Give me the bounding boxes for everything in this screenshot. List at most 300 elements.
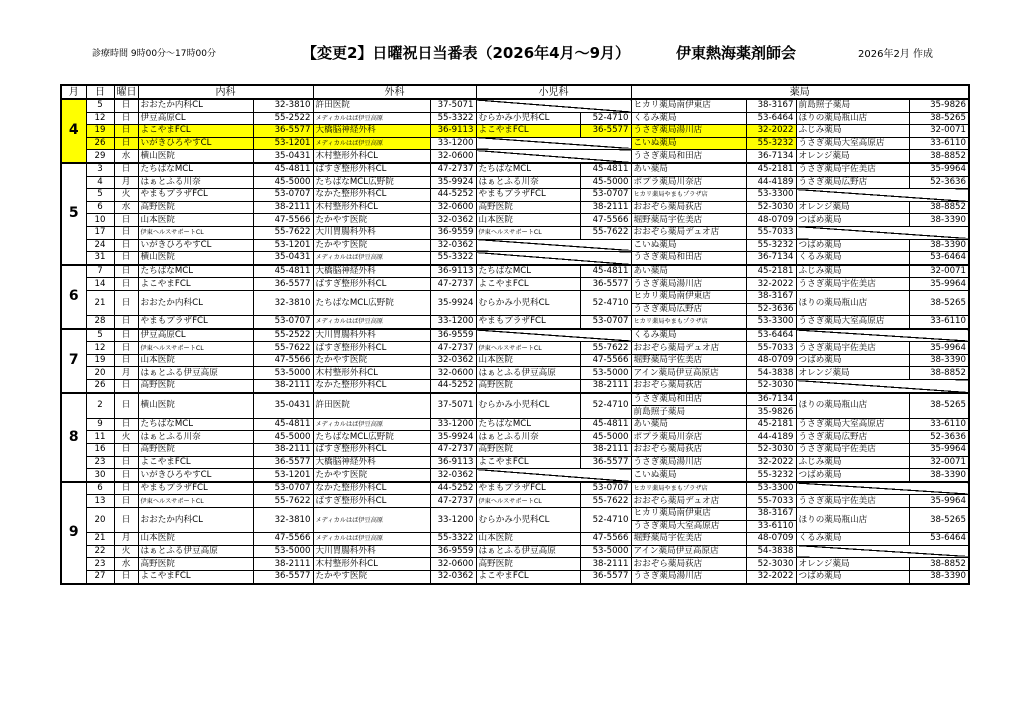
pharmacy-name: おおぞら薬局デュオ店 xyxy=(631,495,746,508)
internal-clinic: たちばなMCL xyxy=(138,418,253,431)
internal-phone: 45-5000 xyxy=(253,176,313,189)
pharmacy-name: ふじみ薬局 xyxy=(796,125,909,138)
external-clinic: メディカルはば伊豆高原 xyxy=(313,533,430,546)
day-cell: 9 xyxy=(86,418,114,431)
pharmacy-name: オレンジ薬局 xyxy=(796,558,909,571)
day-cell: 22 xyxy=(86,545,114,558)
table-row xyxy=(61,265,969,278)
internal-clinic: よこやまFCL xyxy=(138,125,253,138)
weekday-cell: 日 xyxy=(114,137,138,150)
pharmacy-name: うさぎ薬局大室高原店 xyxy=(796,418,909,431)
internal-clinic: 横山医院 xyxy=(138,252,253,265)
pharmacy-empty xyxy=(796,189,969,202)
pharmacy-phone: 32-2022 xyxy=(746,456,796,469)
internal-clinic: はぁとふる川奈 xyxy=(138,431,253,444)
external-phone: 55-3322 xyxy=(430,252,476,265)
internal-clinic: 高野医院 xyxy=(138,444,253,457)
pharmacy-empty xyxy=(796,380,969,393)
internal-clinic: 横山医院 xyxy=(138,150,253,163)
table-row xyxy=(61,201,969,214)
pharmacy-name: うさぎ薬局大室高原店 xyxy=(796,137,909,150)
pediatric-phone: 53-0707 xyxy=(580,482,631,495)
pharmacy-empty xyxy=(796,545,969,558)
table-row xyxy=(61,380,969,393)
table-row xyxy=(61,189,969,202)
table-row xyxy=(61,482,969,495)
pharmacy-phone: 55-3232 xyxy=(746,239,796,252)
day-cell: 12 xyxy=(86,342,114,355)
pharmacy-name: うさぎ薬局広野店 xyxy=(796,431,909,444)
external-clinic: 木村整形外科CL xyxy=(313,150,430,163)
day-cell: 5 xyxy=(86,329,114,342)
external-clinic: 大橋脳神経外科 xyxy=(313,125,430,138)
pediatric-clinic: 伊東ヘルスサポートCL xyxy=(476,226,580,239)
external-phone: 47-2737 xyxy=(430,278,476,291)
pediatric-clinic: 伊東ヘルスサポートCL xyxy=(476,342,580,355)
external-phone: 32-0600 xyxy=(430,201,476,214)
pharmacy-name: おおぞら薬局デュオ店 xyxy=(631,226,746,239)
internal-clinic: いがきひろやすCL xyxy=(138,469,253,482)
pharmacy-name: オレンジ薬局 xyxy=(796,150,909,163)
internal-clinic: たちばなMCL xyxy=(138,265,253,278)
pharmacy-empty xyxy=(796,482,969,495)
weekday-cell: 日 xyxy=(114,278,138,291)
internal-clinic: よこやまFCL xyxy=(138,278,253,291)
pharmacy-name: くるみ薬局 xyxy=(631,329,746,342)
external-clinic: たちばなMCL広野院 xyxy=(313,431,430,444)
weekday-cell: 日 xyxy=(114,226,138,239)
internal-phone: 53-0707 xyxy=(253,316,313,329)
pharmacy-name: ヒカリ薬局南伊東店 xyxy=(631,99,746,112)
weekday-cell: 日 xyxy=(114,393,138,419)
pediatric-phone: 45-4811 xyxy=(580,418,631,431)
pharmacy-phone: 35-9826 xyxy=(909,99,969,112)
weekday-cell: 日 xyxy=(114,482,138,495)
external-phone: 32-0600 xyxy=(430,558,476,571)
pediatric-clinic: よこやまFCL xyxy=(476,570,580,583)
internal-clinic: おおたか内科CL xyxy=(138,99,253,112)
pediatric-phone: 55-7622 xyxy=(580,342,631,355)
pediatric-phone: 45-4811 xyxy=(580,265,631,278)
external-phone: 36-9559 xyxy=(430,545,476,558)
external-phone: 32-0362 xyxy=(430,214,476,227)
pharmacy-phone: 52-3030 xyxy=(746,558,796,571)
day-cell: 17 xyxy=(86,226,114,239)
pharmacy-name: あい薬局 xyxy=(631,265,746,278)
internal-clinic: やまもプラザFCL xyxy=(138,482,253,495)
pharmacy-name: アイン薬局伊豆高原店 xyxy=(631,367,746,380)
external-clinic: たかやす医院 xyxy=(313,354,430,367)
internal-phone: 36-5577 xyxy=(253,125,313,138)
table-row xyxy=(61,214,969,227)
table-row xyxy=(61,456,969,469)
pharmacy-phone: 38-8852 xyxy=(909,150,969,163)
external-phone: 47-2737 xyxy=(430,163,476,176)
month-label: 6 xyxy=(61,265,86,329)
internal-phone: 55-7622 xyxy=(253,495,313,508)
table-row xyxy=(61,150,969,163)
external-clinic: メディカルはば伊豆高原 xyxy=(313,137,430,150)
internal-phone: 45-4811 xyxy=(253,418,313,431)
day-cell: 4 xyxy=(86,176,114,189)
day-cell: 12 xyxy=(86,112,114,125)
weekday-cell: 月 xyxy=(114,367,138,380)
pharmacy-phone: 48-0709 xyxy=(746,354,796,367)
table-row xyxy=(61,418,969,431)
pharmacy-name: ほりの薬局瓶山店 xyxy=(796,112,909,125)
internal-phone: 53-0707 xyxy=(253,189,313,202)
day-cell: 24 xyxy=(86,239,114,252)
external-phone: 32-0362 xyxy=(430,239,476,252)
day-cell: 31 xyxy=(86,252,114,265)
pediatric-phone: 36-5577 xyxy=(580,456,631,469)
external-phone: 32-0362 xyxy=(430,570,476,583)
day-cell: 11 xyxy=(86,431,114,444)
internal-clinic: 伊東ヘルスサポートCL xyxy=(138,226,253,239)
internal-phone: 36-5577 xyxy=(253,570,313,583)
pharmacy-phone: 53-3300 xyxy=(746,189,796,202)
external-clinic: 許田医院 xyxy=(313,99,430,112)
association-name: 伊東熱海薬剤師会 xyxy=(676,44,797,62)
pharmacy-name: ほりの薬局瓶山店 xyxy=(796,290,909,315)
pediatric-clinic: やまもプラザFCL xyxy=(476,482,580,495)
pharmacy-phone: 45-2181 xyxy=(746,163,796,176)
pediatric-clinic: 山本医院 xyxy=(476,533,580,546)
external-clinic: 大橋脳神経外科 xyxy=(313,456,430,469)
pharmacy-name: くるみ薬局 xyxy=(796,533,909,546)
table-row xyxy=(61,112,969,125)
pharmacy-phone: 35-9964 xyxy=(909,342,969,355)
pharmacy-phone: 48-0709 xyxy=(746,533,796,546)
col-weekday: 曜日 xyxy=(114,85,138,99)
pharmacy-phone: 55-7033 xyxy=(746,495,796,508)
weekday-cell: 日 xyxy=(114,456,138,469)
internal-phone: 53-1201 xyxy=(253,137,313,150)
internal-clinic: やまもプラザFCL xyxy=(138,316,253,329)
pediatric-phone: 47-5566 xyxy=(580,214,631,227)
table-row xyxy=(61,570,969,583)
external-phone: 55-3322 xyxy=(430,112,476,125)
day-cell: 26 xyxy=(86,137,114,150)
pharmacy-phone: 38-8852 xyxy=(909,558,969,571)
external-phone: 37-5071 xyxy=(430,393,476,419)
table-row xyxy=(61,137,969,150)
pharmacy-phone: 32-0071 xyxy=(909,125,969,138)
pediatric-clinic: はぁとふる川奈 xyxy=(476,176,580,189)
pharmacy-name: ほりの薬局瓶山店 xyxy=(796,508,909,533)
pediatric-phone: 45-5000 xyxy=(580,431,631,444)
day-cell: 16 xyxy=(86,444,114,457)
internal-clinic: 山本医院 xyxy=(138,214,253,227)
external-phone: 33-1200 xyxy=(430,508,476,533)
pediatric-clinic: むらかみ小児科CL xyxy=(476,290,580,315)
external-phone: 36-9113 xyxy=(430,125,476,138)
pharmacy-name: うさぎ薬局和田店 xyxy=(631,393,746,406)
external-clinic: たちばなMCL広野院 xyxy=(313,290,430,315)
pediatric-clinic: 高野医院 xyxy=(476,380,580,393)
table-row xyxy=(61,545,969,558)
pharmacy-name: つばめ薬局 xyxy=(796,570,909,583)
external-phone: 33-1200 xyxy=(430,316,476,329)
page-header xyxy=(0,42,1024,66)
pharmacy-name: こいぬ薬局 xyxy=(631,137,746,150)
pediatric-clinic: やまもプラザFCL xyxy=(476,316,580,329)
internal-phone: 45-5000 xyxy=(253,431,313,444)
pharmacy-name: おおぞら薬局荻店 xyxy=(631,558,746,571)
internal-clinic: いがきひろやすCL xyxy=(138,137,253,150)
pharmacy-name: うさぎ薬局和田店 xyxy=(631,252,746,265)
created-date: 2026年2月 作成 xyxy=(858,49,933,60)
pharmacy-name: こいぬ薬局 xyxy=(631,239,746,252)
pediatric-clinic: はぁとふる伊豆高原 xyxy=(476,367,580,380)
pediatric-clinic: よこやまFCL xyxy=(476,456,580,469)
table-row xyxy=(61,431,969,444)
pediatric-empty xyxy=(476,329,631,342)
external-phone: 44-5252 xyxy=(430,380,476,393)
internal-clinic: よこやまFCL xyxy=(138,570,253,583)
pharmacy-name: つばめ薬局 xyxy=(796,469,909,482)
external-clinic: ばすぎ整形外科CL xyxy=(313,444,430,457)
internal-clinic: 伊東ヘルスサポートCL xyxy=(138,342,253,355)
pharmacy-phone: 35-9826 xyxy=(746,406,796,419)
weekday-cell: 月 xyxy=(114,176,138,189)
pharmacy-phone: 38-5265 xyxy=(909,508,969,533)
weekday-cell: 火 xyxy=(114,545,138,558)
pharmacy-phone: 38-8852 xyxy=(909,201,969,214)
pediatric-phone: 53-0707 xyxy=(580,189,631,202)
external-clinic: メディカルはば伊豆高原 xyxy=(313,508,430,533)
pharmacy-name: うさぎ薬局和田店 xyxy=(631,150,746,163)
pharmacy-phone: 32-0071 xyxy=(909,265,969,278)
weekday-cell: 水 xyxy=(114,201,138,214)
weekday-cell: 日 xyxy=(114,112,138,125)
table-row xyxy=(61,226,969,239)
pediatric-empty xyxy=(476,99,631,112)
pediatric-phone: 38-2111 xyxy=(580,380,631,393)
internal-clinic: いがきひろやすCL xyxy=(138,239,253,252)
pharmacy-phone: 38-8852 xyxy=(909,367,969,380)
table-row xyxy=(61,393,969,406)
weekday-cell: 日 xyxy=(114,354,138,367)
pharmacy-phone: 32-2022 xyxy=(746,278,796,291)
internal-phone: 53-1201 xyxy=(253,469,313,482)
pediatric-empty xyxy=(476,137,631,150)
pharmacy-phone: 55-7033 xyxy=(746,226,796,239)
duty-schedule-table xyxy=(60,84,970,585)
pharmacy-name: 堀野薬局宇佐美店 xyxy=(631,354,746,367)
internal-phone: 47-5566 xyxy=(253,214,313,227)
external-clinic: 木村整形外科CL xyxy=(313,367,430,380)
pharmacy-phone: 53-6464 xyxy=(909,533,969,546)
external-clinic: なかた整形外科CL xyxy=(313,189,430,202)
pharmacy-phone: 55-3232 xyxy=(746,137,796,150)
table-row xyxy=(61,125,969,138)
weekday-cell: 日 xyxy=(114,342,138,355)
pharmacy-name: つばめ薬局 xyxy=(796,214,909,227)
pharmacy-name: ヒカリ薬局やまもプラザ店 xyxy=(631,482,746,495)
pharmacy-phone: 52-3636 xyxy=(909,176,969,189)
weekday-cell: 水 xyxy=(114,558,138,571)
pharmacy-name: あい薬局 xyxy=(631,163,746,176)
pharmacy-name: こいぬ薬局 xyxy=(631,469,746,482)
external-clinic: なかた整形外科CL xyxy=(313,380,430,393)
header-row xyxy=(61,85,969,99)
pediatric-clinic: たちばなMCL xyxy=(476,163,580,176)
pediatric-clinic: はぁとふる川奈 xyxy=(476,431,580,444)
month-label: 5 xyxy=(61,163,86,265)
external-clinic: メディカルはば伊豆高原 xyxy=(313,316,430,329)
weekday-cell: 火 xyxy=(114,431,138,444)
pharmacy-name: ヒカリ薬局やまもプラザ店 xyxy=(631,316,746,329)
day-cell: 20 xyxy=(86,367,114,380)
page-title: 【変更2】日曜祝日当番表（2026年4月～9月） xyxy=(302,44,631,62)
internal-phone: 38-2111 xyxy=(253,380,313,393)
pharmacy-name: うさぎ薬局広野店 xyxy=(796,176,909,189)
pharmacy-phone: 32-0071 xyxy=(909,456,969,469)
pharmacy-name: ほりの薬局瓶山店 xyxy=(796,393,909,419)
pharmacy-name: おおぞら薬局荻店 xyxy=(631,380,746,393)
pharmacy-name: ヒカリ薬局やまもプラザ店 xyxy=(631,189,746,202)
internal-phone: 47-5566 xyxy=(253,354,313,367)
day-cell: 10 xyxy=(86,214,114,227)
pediatric-empty xyxy=(476,252,631,265)
table-row xyxy=(61,239,969,252)
day-cell: 2 xyxy=(86,393,114,419)
internal-phone: 55-2522 xyxy=(253,112,313,125)
pediatric-clinic: やまもプラザFCL xyxy=(476,189,580,202)
external-phone: 35-9924 xyxy=(430,290,476,315)
external-phone: 47-2737 xyxy=(430,444,476,457)
internal-phone: 35-0431 xyxy=(253,252,313,265)
external-clinic: メディカルはば伊豆高原 xyxy=(313,418,430,431)
pharmacy-phone: 33-6110 xyxy=(909,316,969,329)
weekday-cell: 日 xyxy=(114,380,138,393)
internal-clinic: はぁとふる川奈 xyxy=(138,176,253,189)
internal-clinic: たちばなMCL xyxy=(138,163,253,176)
external-phone: 37-5071 xyxy=(430,99,476,112)
weekday-cell: 日 xyxy=(114,495,138,508)
month-label: 9 xyxy=(61,482,86,584)
external-clinic: 許田医院 xyxy=(313,393,430,419)
weekday-cell: 日 xyxy=(114,329,138,342)
external-phone: 47-2737 xyxy=(430,495,476,508)
pharmacy-phone: 55-3232 xyxy=(746,469,796,482)
pharmacy-name: ポプラ薬局川奈店 xyxy=(631,176,746,189)
table-row xyxy=(61,558,969,571)
internal-clinic: 山本医院 xyxy=(138,533,253,546)
table-row xyxy=(61,176,969,189)
pediatric-phone: 38-2111 xyxy=(580,201,631,214)
internal-phone: 53-0707 xyxy=(253,482,313,495)
external-clinic: 大川胃腸科外科 xyxy=(313,545,430,558)
pediatric-clinic: むらかみ小児科CL xyxy=(476,112,580,125)
pharmacy-phone: 53-6464 xyxy=(746,112,796,125)
pharmacy-name: オレンジ薬局 xyxy=(796,201,909,214)
internal-phone: 55-2522 xyxy=(253,329,313,342)
internal-phone: 55-7622 xyxy=(253,342,313,355)
pharmacy-phone: 38-5265 xyxy=(909,393,969,419)
internal-phone: 53-5000 xyxy=(253,367,313,380)
pharmacy-phone: 38-5265 xyxy=(909,112,969,125)
pharmacy-phone: 54-3838 xyxy=(746,367,796,380)
internal-phone: 53-5000 xyxy=(253,545,313,558)
internal-phone: 36-5577 xyxy=(253,278,313,291)
pediatric-phone: 38-2111 xyxy=(580,558,631,571)
pharmacy-empty xyxy=(796,226,969,239)
pediatric-phone: 45-4811 xyxy=(580,163,631,176)
internal-phone: 35-0431 xyxy=(253,393,313,419)
external-phone: 36-9113 xyxy=(430,265,476,278)
pharmacy-phone: 44-4189 xyxy=(746,176,796,189)
pharmacy-name: ふじみ薬局 xyxy=(796,456,909,469)
pharmacy-phone: 53-3300 xyxy=(746,482,796,495)
day-cell: 14 xyxy=(86,278,114,291)
pharmacy-phone: 38-3390 xyxy=(909,354,969,367)
internal-clinic: はぁとふる伊豆高原 xyxy=(138,367,253,380)
pediatric-phone: 52-4710 xyxy=(580,508,631,533)
external-clinic: ばすぎ整形外科CL xyxy=(313,342,430,355)
external-phone: 36-9559 xyxy=(430,329,476,342)
pharmacy-name: オレンジ薬局 xyxy=(796,367,909,380)
weekday-cell: 月 xyxy=(114,533,138,546)
pharmacy-phone: 44-4189 xyxy=(746,431,796,444)
pharmacy-name: うさぎ薬局宇佐美店 xyxy=(796,444,909,457)
pediatric-phone: 38-2111 xyxy=(580,444,631,457)
internal-phone: 35-0431 xyxy=(253,150,313,163)
pediatric-clinic: 高野医院 xyxy=(476,201,580,214)
table-row xyxy=(61,278,969,291)
external-clinic: 大橋脳神経外科 xyxy=(313,265,430,278)
day-cell: 20 xyxy=(86,508,114,533)
external-clinic: ばすぎ整形外科CL xyxy=(313,163,430,176)
external-phone: 55-3322 xyxy=(430,533,476,546)
pharmacy-phone: 36-7134 xyxy=(746,150,796,163)
pediatric-phone: 53-5000 xyxy=(580,367,631,380)
external-clinic: 木村整形外科CL xyxy=(313,558,430,571)
pharmacy-phone: 38-5265 xyxy=(909,290,969,315)
day-cell: 28 xyxy=(86,316,114,329)
pharmacy-phone: 52-3636 xyxy=(746,303,796,316)
external-clinic: メディカルはば伊豆高原 xyxy=(313,112,430,125)
internal-clinic: 山本医院 xyxy=(138,354,253,367)
pediatric-clinic: よこやまFCL xyxy=(476,125,580,138)
external-phone: 32-0600 xyxy=(430,367,476,380)
weekday-cell: 日 xyxy=(114,316,138,329)
internal-clinic: 伊豆高原CL xyxy=(138,112,253,125)
day-cell: 19 xyxy=(86,125,114,138)
table-row xyxy=(61,533,969,546)
internal-phone: 38-2111 xyxy=(253,444,313,457)
external-phone: 32-0362 xyxy=(430,469,476,482)
pharmacy-phone: 32-2022 xyxy=(746,570,796,583)
pharmacy-name: うさぎ薬局宇佐美店 xyxy=(796,342,909,355)
pediatric-phone: 47-5566 xyxy=(580,354,631,367)
internal-phone: 55-7622 xyxy=(253,226,313,239)
pediatric-phone: 52-4710 xyxy=(580,112,631,125)
internal-clinic: よこやまFCL xyxy=(138,456,253,469)
external-clinic: たかやす医院 xyxy=(313,239,430,252)
internal-clinic: 高野医院 xyxy=(138,380,253,393)
external-phone: 35-9924 xyxy=(430,431,476,444)
pharmacy-name: うさぎ薬局広野店 xyxy=(631,303,746,316)
internal-phone: 47-5566 xyxy=(253,533,313,546)
internal-clinic: 高野医院 xyxy=(138,558,253,571)
table-row xyxy=(61,316,969,329)
pediatric-clinic: たちばなMCL xyxy=(476,418,580,431)
external-phone: 36-9559 xyxy=(430,226,476,239)
pharmacy-name: 堀野薬局宇佐美店 xyxy=(631,533,746,546)
external-clinic: 大川胃腸科外科 xyxy=(313,329,430,342)
